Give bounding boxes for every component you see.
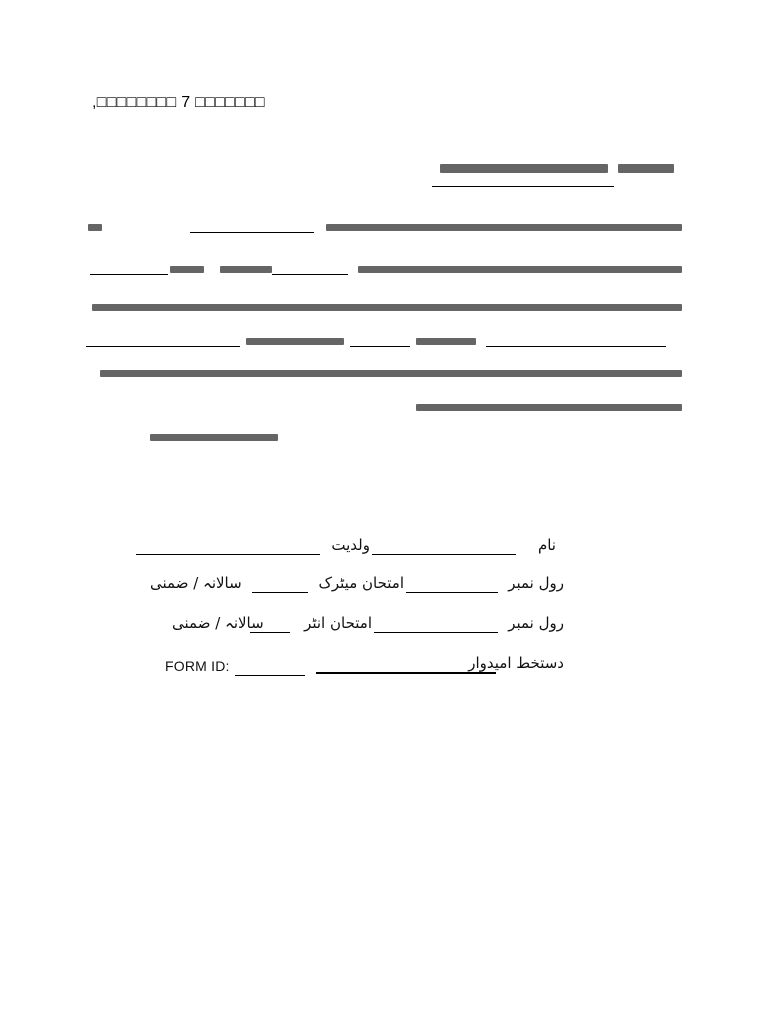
matric-rollno-label: رول نمبر [508,574,564,592]
inter-rollno-label: رول نمبر [508,614,564,632]
name-label: نام [537,536,556,554]
signature-label: دستخط امیدوار [468,654,564,672]
inter-exam-label: امتحان انٹر [304,614,372,632]
name-parentage-row [136,534,556,562]
form-id-label: FORM ID: [165,658,230,674]
inter-exam-blank [250,632,290,633]
name-blank [372,554,516,555]
matric-exam-blank [252,592,308,593]
matric-year-label: سالانہ / ضمنی [150,574,242,592]
signature-blank [316,672,496,674]
inter-row [172,612,564,640]
body-paragraph [86,212,682,422]
form-id-blank [235,675,305,676]
matric-rollno-blank [406,592,498,593]
parentage-label: ولدیت [331,536,370,554]
signature-row [316,652,564,680]
closing-line [150,426,278,448]
matric-row [150,572,564,600]
inter-rollno-blank [374,632,498,633]
inter-year-label: سالانہ / ضمنی [172,614,264,632]
subject-heading [432,150,678,194]
matric-exam-label: امتحان میٹرک [318,574,404,592]
header-text: ,□□□□□□□□ 7 □□□□□□□ [92,94,265,111]
parentage-blank [136,554,320,555]
